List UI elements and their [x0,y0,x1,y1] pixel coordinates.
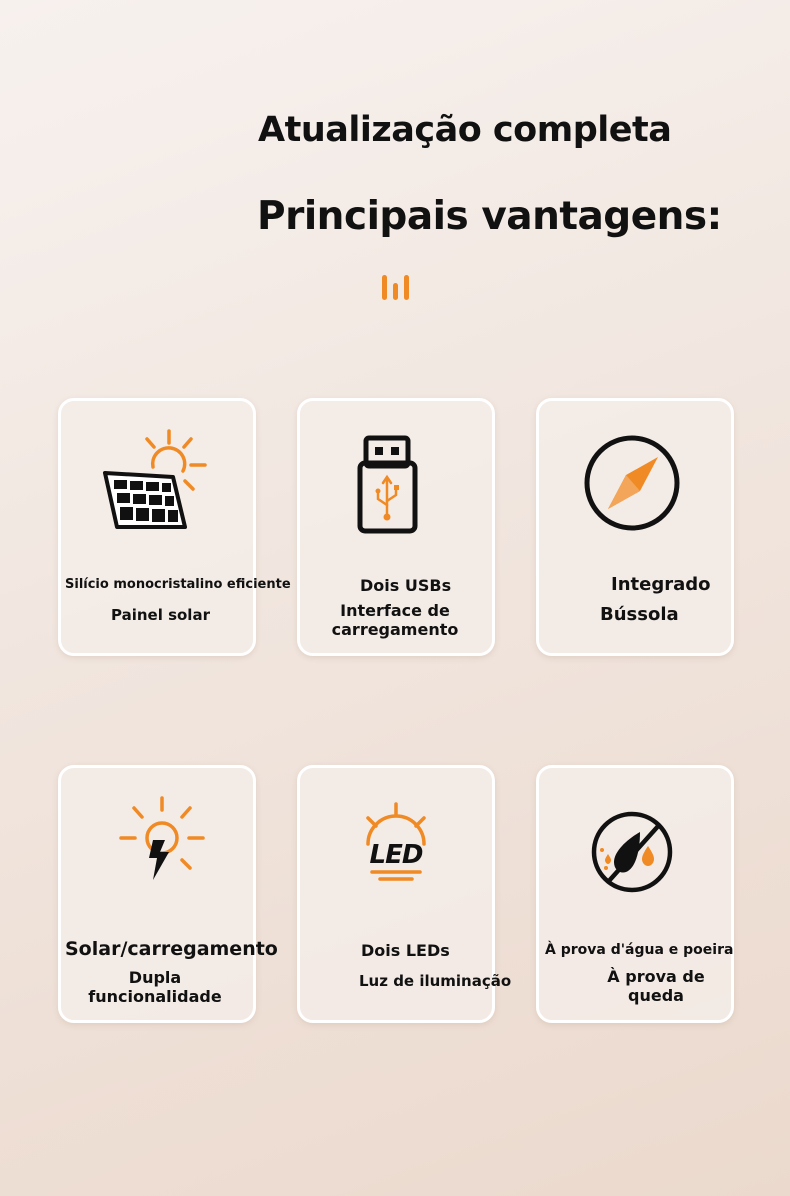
card-label-line-2: Luz de iluminação [359,972,512,990]
feature-card-solar-panel [58,398,291,656]
card-label-line-2: Painel solar [111,606,210,624]
heading-line-2: Principais vantagens: [257,194,722,239]
led-light-icon [356,800,436,886]
usb-icon [356,435,422,537]
compass-icon [582,433,682,533]
card-label-line-1: Integrado [611,574,711,595]
waterproof-dustproof-icon [590,810,674,894]
bars-divider-icon [381,273,411,301]
card-label-line-2: Dupla funcionalidade [88,968,222,1006]
feature-card-usb [297,398,495,656]
card-label-line-2: À prova de queda [607,967,705,1005]
card-label-line-1: À prova d'água e poeira [545,942,734,958]
solar-charging-icon [115,794,209,882]
card-label-line-1: Silício monocristalino eficiente [65,577,291,592]
solar-panel-icon [101,427,211,533]
feature-card-compass [536,398,734,656]
card-label-line-1: Dois LEDs [361,941,450,960]
card-label-line-2: Interface de carregamento [331,601,459,639]
card-label-line-1: Solar/carregamento [65,938,278,960]
led-label: LED [369,840,423,870]
feature-card-solar-charging [58,765,278,1023]
feature-card-led [297,765,512,1023]
card-label-line-2: Bússola [600,604,679,625]
feature-card-waterproof [536,765,734,1023]
card-label-line-1: Dois USBs [360,576,452,595]
heading-line-1: Atualização completa [258,110,672,150]
